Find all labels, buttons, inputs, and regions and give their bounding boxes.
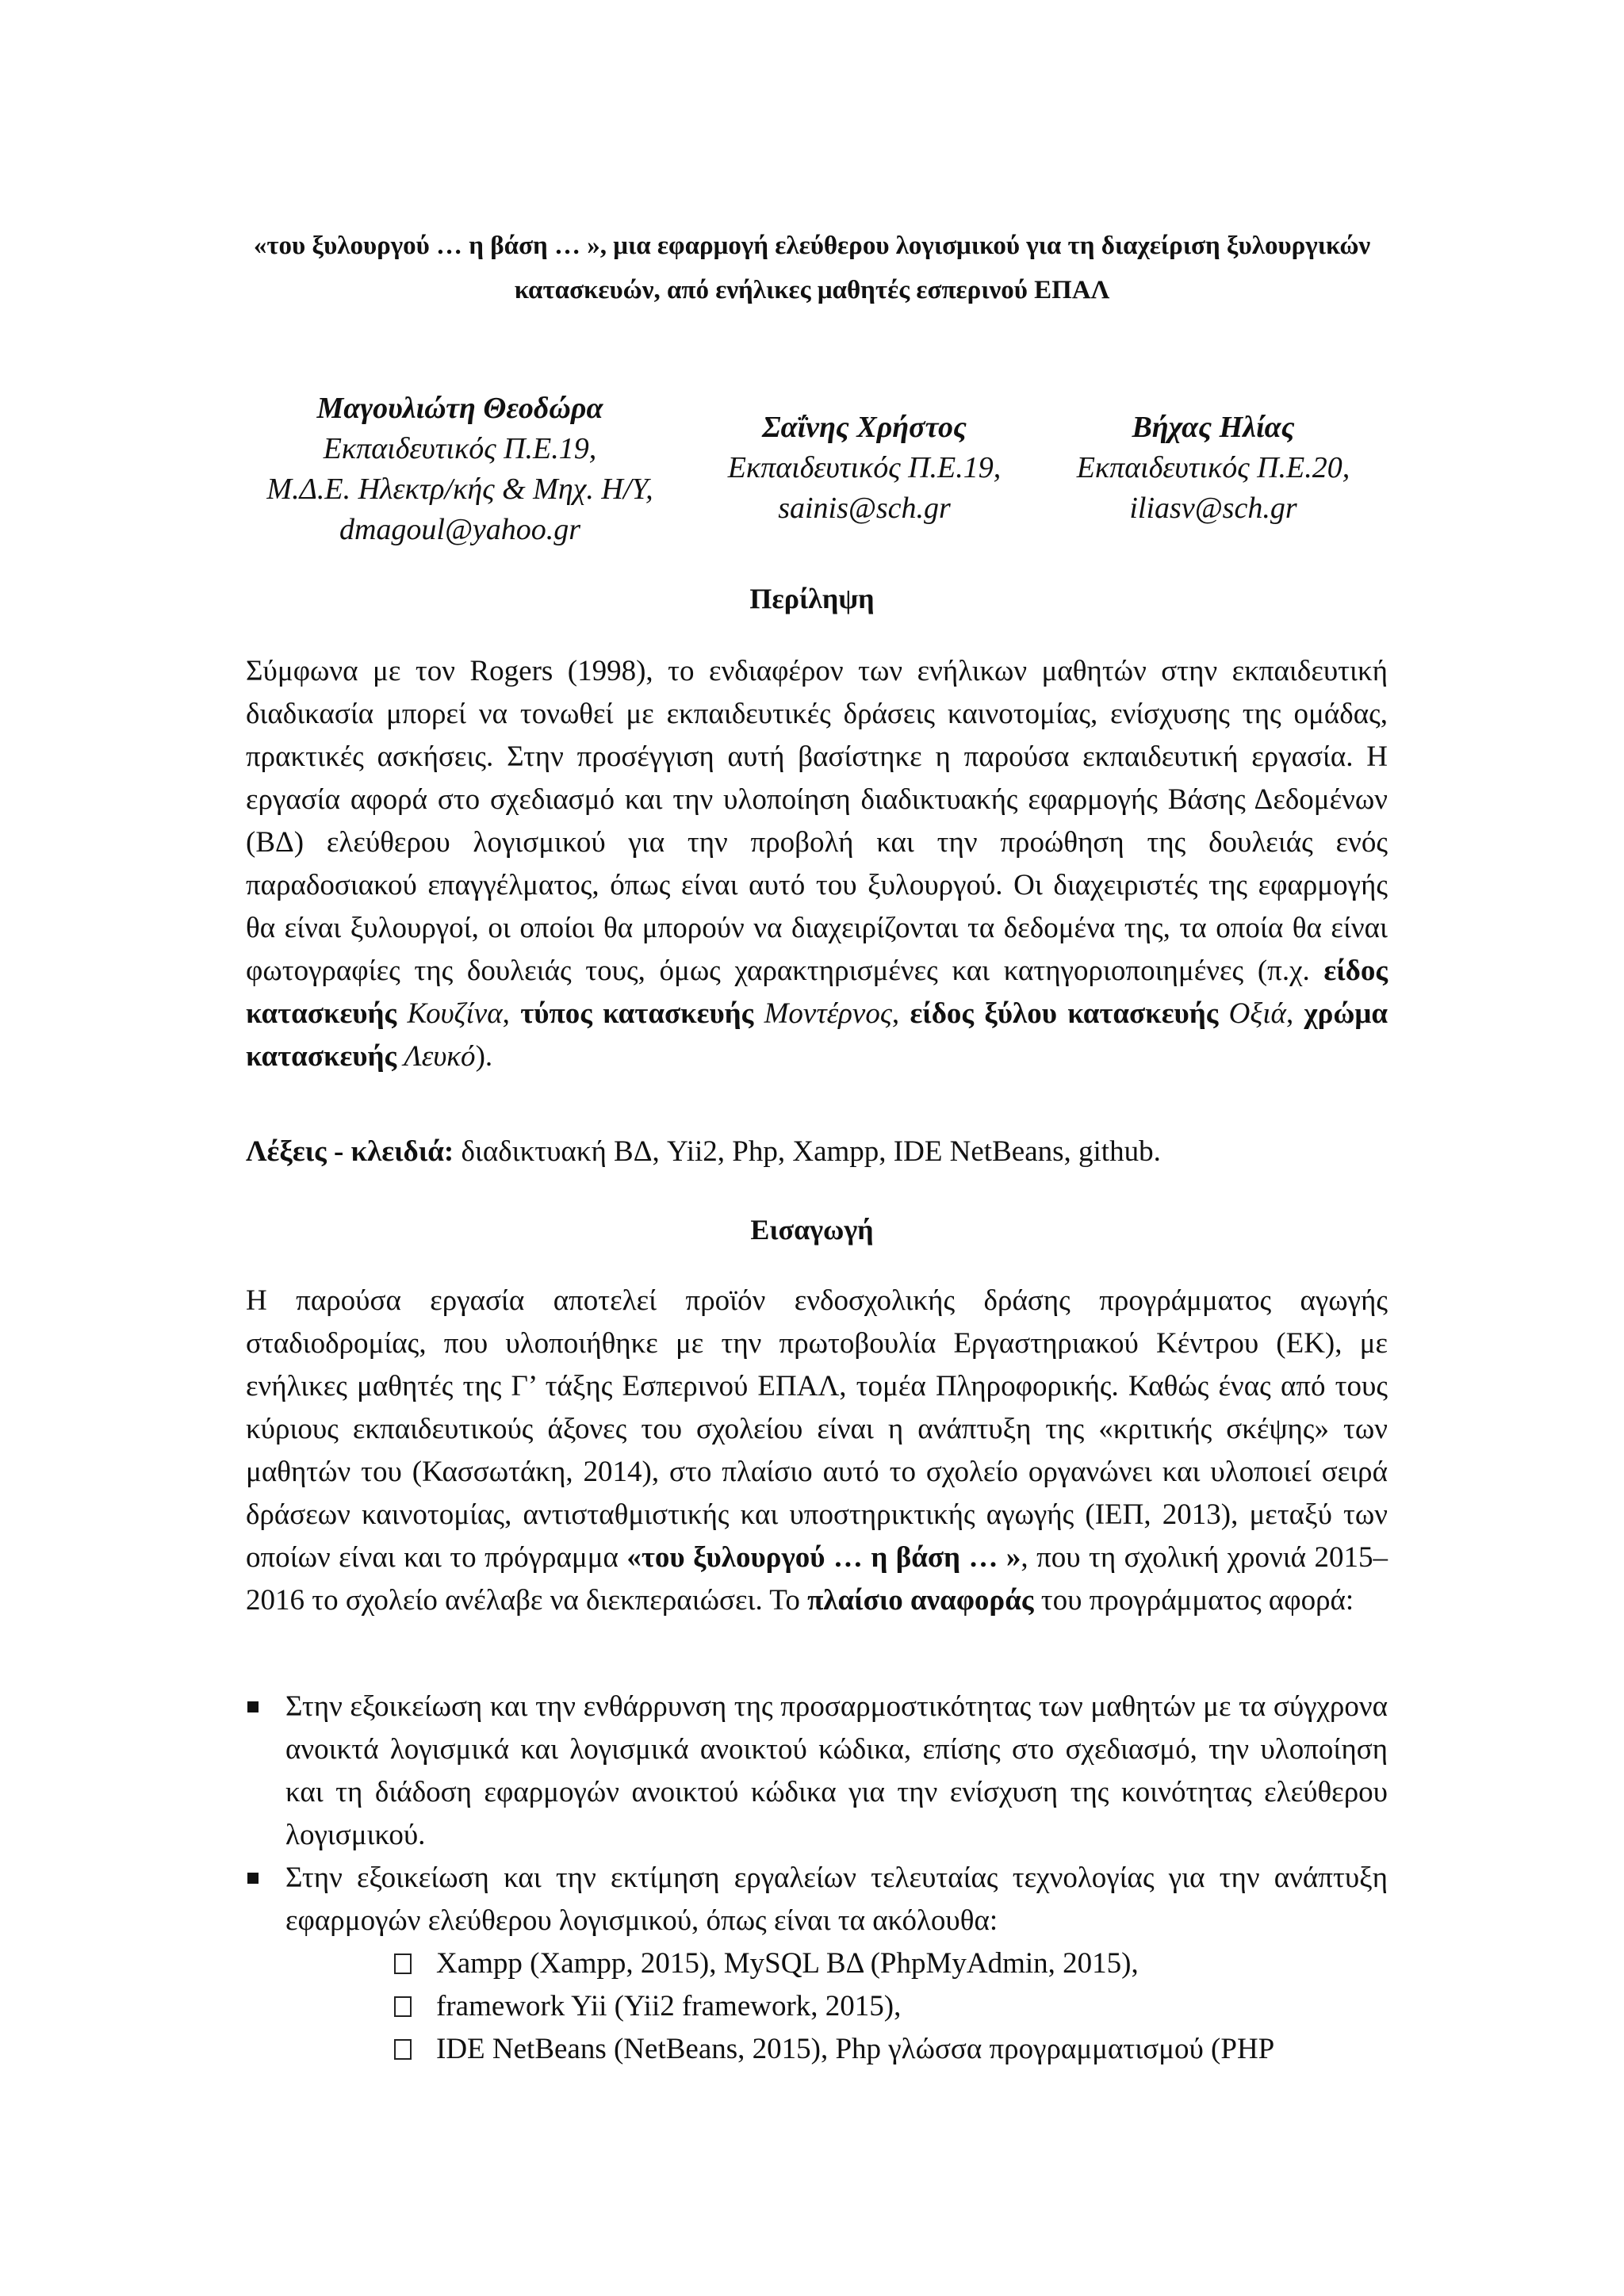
abstract-value: Κουζίνα xyxy=(407,997,503,1030)
program-name: «του ξυλουργού … η βάση … » xyxy=(626,1541,1021,1574)
bullet-item xyxy=(246,1857,1388,1942)
checkbox-bullet-icon xyxy=(394,1954,412,1974)
abstract-term: είδος κατασκευής xyxy=(246,955,1388,1030)
author-3 xyxy=(1039,408,1388,529)
bullet-item xyxy=(246,1686,1388,1857)
author-name: Σαΐνης Χρήστος xyxy=(762,411,967,444)
intro-paragraph xyxy=(246,1280,1388,1622)
bullet-text: Στην εξοικείωση και την εκτίμηση εργαλείων τελευταίας τεχνολογίας για την ανάπτυξη εφαρμογών ελεύθερου λογισμικού, όπως είναι τα ακόλουθα: xyxy=(285,1862,1388,1937)
keywords-text: διαδικτυακή ΒΔ, Yii2, Php, Xampp, IDE NetBeans, github. xyxy=(461,1135,1161,1168)
author-email: sainis@sch.gr xyxy=(778,492,951,525)
author-affiliation: Εκπαιδευτικός Π.Ε.20, xyxy=(1076,451,1350,484)
sub-item-text: framework Yii (Yii2 framework, 2015), xyxy=(436,1990,902,2022)
abstract-value: Μοντέρνος xyxy=(764,997,892,1030)
abstract-value: Οξιά xyxy=(1228,997,1286,1030)
author-2 xyxy=(690,408,1039,529)
abstract-term: είδος ξύλου κατασκευής xyxy=(910,997,1219,1030)
abstract-term: χρώμα κατασκευής xyxy=(246,997,1388,1073)
author-affiliation-2: Μ.Δ.Ε. Ηλεκτρ/κής & Μηχ. Η/Υ, xyxy=(266,473,653,506)
sub-item-text: IDE NetBeans (NetBeans, 2015), Php γλώσσα προγραμματισμού (PHP xyxy=(436,2033,1275,2065)
author-name: Βήχας Ηλίας xyxy=(1132,411,1295,444)
sub-item-text: Xampp (Xampp, 2015), MySQL ΒΔ (PhpMyAdmin, 2015), xyxy=(436,1947,1139,1980)
abstract-value: Λευκό xyxy=(404,1040,476,1073)
sub-list-item xyxy=(389,1985,1396,2028)
checkbox-bullet-icon xyxy=(394,2039,412,2060)
sub-list-item xyxy=(389,2028,1396,2071)
square-bullet-icon xyxy=(247,1701,259,1712)
author-email: iliasv@sch.gr xyxy=(1129,492,1297,525)
bullet-text: Στην εξοικείωση και την ενθάρρυνση της προσαρμοστικότητας των μαθητών με τα σύγχρονα ανοικτά λογισμικά και λογισμικά ανοικτού κώδικα, επίσης στο σχεδιασμό, την υλοποίηση και τη διάδοση εφαρμογών ανοικτού κώδικα για την ενίσχυση της κοινότητας ελεύθερου λογισμικού. xyxy=(285,1690,1388,1851)
square-bullet-icon xyxy=(247,1873,259,1884)
intro-text-3: του προγράμματος αφορά: xyxy=(1040,1584,1354,1617)
abstract-heading: Περίληψη xyxy=(749,583,875,614)
intro-text: Η παρούσα εργασία αποτελεί προϊόν ενδοσχολικής δράσης προγράμματος αγωγής σταδιοδρομίας, που υλοποιήθηκε με την πρωτοβουλία Εργαστηριακού Κέντρου (ΕΚ), με ενήλικες μαθητές της Γ’ τάξης Εσπερινού ΕΠΑΛ, τομέα Πληροφορικής. Καθώς ένας από τους κύριους εκπαιδευτικούς άξονες του σχολείου είναι η ανάπτυξη της «κριτικής σκέψης» των μαθητών του (Κασσωτάκη, 2014), στο πλαίσιο αυτό το σχολείο οργανώνει και υλοποιεί σειρά δράσεων καινοτομίας, αντισταθμιστικής και υποστηρικτικής αγωγής (ΙΕΠ, 2013), μεταξύ των οποίων είναι και το πρόγραμμα xyxy=(246,1284,1388,1574)
checkbox-bullet-icon xyxy=(394,1996,412,2017)
author-email: dmagoul@yahoo.gr xyxy=(339,513,581,546)
paper-title: «του ξυλουργού … η βάση … », μια εφαρμογή ελεύθερου λογισμικού για τη διαχείριση ξυλουργικών κατασκευών, από ενήλικες μαθητές εσπερινού ΕΠΑΛ xyxy=(253,232,1371,304)
abstract-paragraph: Σύμφωνα με τον Rogers (1998), το ενδιαφέρον των ενήλικων μαθητών στην εκπαιδευτική διαδικασία μπορεί να τονωθεί με εκπαιδευτικές δράσεις καινοτομίας, ενίσχυσης της ομάδας, πρακτικές ασκήσεις. Στην προσέγγιση αυτή βασίστηκε η παρούσα εκπαιδευτική εργασία. Η εργασία αφορά στο σχεδιασμό και την υλοποίηση διαδικτυακής εφαρμογής Βάσης Δεδομένων (ΒΔ) ελεύθερου λογισμικού για την προβολή και την προώθηση της δουλειάς ενός παραδοσιακού επαγγέλματος, όπως είναι αυτό του ξυλουργού. Οι διαχειριστές της εφαρμογής θα είναι ξυλουργοί, οι οποίοι θα μπορούν να διαχειρίζονται τα δεδομένα της, τα οποία θα είναι φωτογραφίες της δουλειάς τους, όμως χαρακτηρισμένες και κατηγοριοποιημένες (π.χ. είδος κατασκευής Κουζίνα, τύπος κατασκευής Μοντέρνος, είδος ξύλου κατασκευής Οξιά, χρώμα κατασκευής Λευκό). xyxy=(246,655,1388,1073)
author-name: Μαγουλιώτη Θεοδώρα xyxy=(316,392,603,425)
author-affiliation: Εκπαιδευτικός Π.Ε.19, xyxy=(323,432,597,465)
frame-term: πλαίσιο αναφοράς xyxy=(807,1584,1034,1617)
author-1 xyxy=(230,388,690,550)
abstract-text: Σύμφωνα με τον Rogers (1998), το ενδιαφέρον των ενήλικων μαθητών στην εκπαιδευτική διαδικασία μπορεί να τονωθεί με εκπαιδευτικές δράσεις καινοτομίας, ενίσχυσης της ομάδας, πρακτικές ασκήσεις. Στην προσέγγιση αυτή βασίστηκε η παρούσα εκπαιδευτική εργασία. Η εργασία αφορά στο σχεδιασμό και την υλοποίηση διαδικτυακής εφαρμογής Βάσης Δεδομένων (ΒΔ) ελεύθερου λογισμικού για την προβολή και την προώθηση της δουλειάς ενός παραδοσιακού επαγγέλματος, όπως είναι αυτό του ξυλουργού. Οι διαχειριστές της εφαρμογής θα είναι ξυλουργοί, οι οποίοι θα μπορούν να διαχειρίζονται τα δεδομένα της, τα οποία θα είναι φωτογραφίες της δουλειάς τους, όμως χαρακτηρισμένες και κατηγοριοποιημένες (π.χ. xyxy=(246,655,1388,987)
author-affiliation: Εκπαιδευτικός Π.Ε.19, xyxy=(727,451,1002,484)
intro-heading: Εισαγωγή xyxy=(750,1214,874,1246)
keywords-label: Λέξεις - κλειδιά: xyxy=(246,1135,454,1168)
sub-list-item xyxy=(389,1942,1396,1985)
keywords-line xyxy=(246,1131,1388,1173)
intro-text-2: , που τη σχολική χρονιά 2015–2016 το σχολείο ανέλαβε να διεκπεραιώσει. Το xyxy=(246,1541,1388,1617)
abstract-term: τύπος κατασκευής xyxy=(520,997,754,1030)
